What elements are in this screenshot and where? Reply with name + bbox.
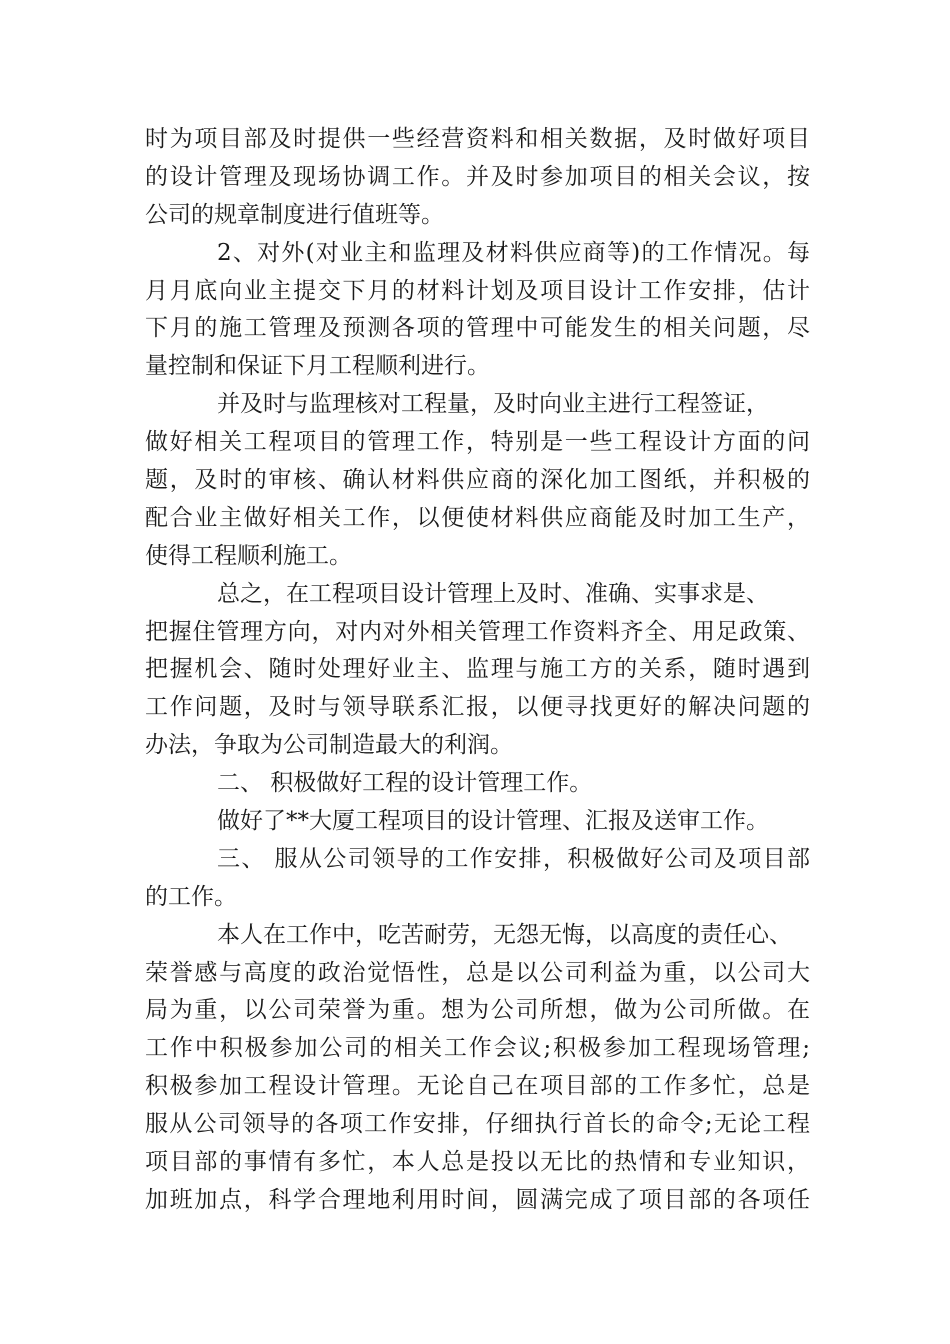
text-line: 2、对外(对业主和监理及材料供应商等)的工作情况。每: [217, 239, 810, 266]
text-line: 服从公司领导的各项工作安排，仔细执行首长的命令;无论工程: [145, 1111, 810, 1138]
text-line: 配合业主做好相关工作，以便使材料供应商能及时加工生产，: [145, 504, 810, 531]
text-line: 时为项目部及时提供一些经营资料和相关数据，及时做好项目: [145, 126, 810, 152]
text-line: 办法，争取为公司制造最大的利润。: [145, 732, 513, 759]
text-line: 的工作。: [145, 883, 237, 910]
text-line: 题，及时的审核、确认材料供应商的深化加工图纸，并积极的: [145, 467, 810, 494]
text-line: 的设计管理及现场协调工作。并及时参加项目的相关会议，按: [145, 163, 810, 190]
text-line: 月月底向业主提交下月的材料计划及项目设计工作安排，估计: [145, 277, 810, 304]
text-line: 下月的施工管理及预测各项的管理中可能发生的相关问题，尽: [145, 315, 810, 342]
text-line: 项目部的事情有多忙，本人总是投以无比的热情和专业知识，: [145, 1149, 810, 1176]
text-line: 公司的规章制度进行值班等。: [145, 201, 444, 228]
text-line: 做好了**大厦工程项目的设计管理、汇报及送审工作。: [217, 808, 769, 835]
text-line: 工作问题，及时与领导联系汇报，以便寻找更好的解决问题的: [145, 694, 810, 721]
text-line: 三、 服从公司领导的工作安排，积极做好公司及项目部: [217, 845, 810, 872]
text-line: 本人在工作中，吃苦耐劳，无怨无悔，以高度的责任心、: [217, 921, 792, 948]
text-line: 把握住管理方向，对内对外相关管理工作资料齐全、用足政策、: [145, 618, 810, 645]
text-line: 积极参加工程设计管理。无论自己在项目部的工作多忙，总是: [145, 1073, 810, 1100]
text-line: 荣誉感与高度的政治觉悟性，总是以公司利益为重，以公司大: [145, 959, 810, 986]
text-line: 加班加点，科学合理地利用时间，圆满完成了项目部的各项任: [145, 1186, 810, 1213]
text-line: 工作中积极参加公司的相关工作会议;积极参加工程现场管理;: [145, 1035, 810, 1062]
text-line: 并及时与监理核对工程量，及时向业主进行工程签证，: [217, 391, 769, 418]
text-line: 量控制和保证下月工程顺利进行。: [145, 353, 490, 380]
text-line: 把握机会、随时处理好业主、监理与施工方的关系，随时遇到: [145, 656, 810, 683]
text-line: 做好相关工程项目的管理工作，特别是一些工程设计方面的问: [145, 429, 810, 456]
text-line: 使得工程顺利施工。: [145, 542, 352, 569]
text-line: 局为重，以公司荣誉为重。想为公司所想，做为公司所做。在: [145, 997, 810, 1024]
text-line: 总之，在工程项目设计管理上及时、准确、实事求是、: [217, 580, 769, 607]
text-line: 二、 积极做好工程的设计管理工作。: [217, 770, 593, 797]
document-body: [145, 121, 810, 1220]
